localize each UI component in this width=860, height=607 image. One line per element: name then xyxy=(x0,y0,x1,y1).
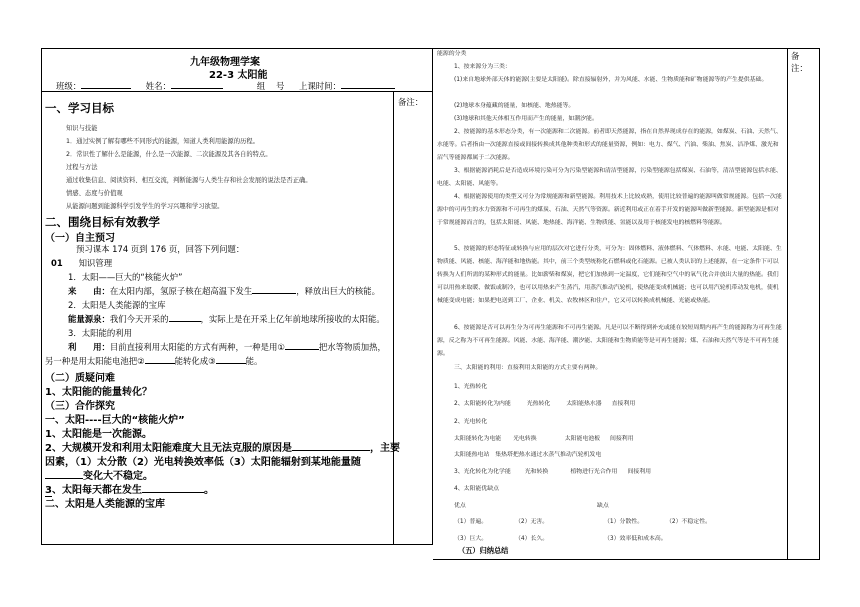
solar-use-3: 2、光电转化 xyxy=(454,419,488,425)
knowledge-mgmt: 01 知识管理 xyxy=(51,258,113,268)
summary-heading: （五）归纳总结 xyxy=(458,546,509,555)
item-1-line: 来 由：在太阳内部，氢原子核在超高温下发生 ，释放出巨大的核能。 xyxy=(68,286,380,296)
coop-point-2a: 2、大规模开发和利用太阳能难度大且无法克服的原因是 ，主要 xyxy=(45,443,400,454)
class-4: 4、根据能源使用的类型又可分为常规能源和新型能源。利用技术上比较成熟，使用比较普遍的能源叫做常规能源。包括一次能源中的可再生的水力资源和不可再生的煤炭、石油、天然气等资源。新近利用或正在着手开发的能源叫做新型能源。新型能源是相对于常规能源而言的，包括太阳能、风能、地热能、海洋能、生物质能、氢能以及用于核能发电的核燃料等能源。 xyxy=(437,194,782,227)
cons-label: 缺点 xyxy=(597,503,609,509)
knowledge-item-1: 1．通过实例了解有哪些不同形式的能源，知道人类利用能源的历程。 xyxy=(66,138,259,145)
pros-label: 优点 xyxy=(454,503,466,509)
con-2: （2）不稳定性。 xyxy=(666,519,711,525)
class-1-item-1: (1)来自地球外部天体的能源(主要是太阳能)。除直接辐射外，并为风能、水能、生物质能和矿物能源等的产生提供基础。 xyxy=(454,77,768,83)
doubt-heading: （二）质疑问难 xyxy=(45,373,115,384)
knowledge-title: 知识与技能 xyxy=(66,125,98,132)
coop-point-1: 1、太阳能是一次能源。 xyxy=(45,429,152,440)
coop-sub-heading: 一、太阳----巨大的“核能火炉” xyxy=(45,415,185,426)
item-3-title: 3．太阳能的利用 xyxy=(68,328,132,338)
left-notes-label: 备注： xyxy=(398,97,424,107)
fusion-blank[interactable] xyxy=(252,293,296,294)
item-3-line-a: 利 用：目前直接利用太阳能的方式有两种，一种是用① 把水等物质加热， xyxy=(68,342,386,352)
item-2-line: 能量源泉：我们今天开采的 ，实际上是在开采上亿年前地球所接收的太阳能。 xyxy=(68,314,385,324)
class-6: 6、按能源是否可以再生分为可再生能源和不可再生能源。凡是可以不断得到补充或能在较短周期内再产生的能源称为可再生能源，反之称为不可再生能源。风能、水能、海洋能、潮汐能、太阳能和生物质能等是可再生能源；煤、石油和天然气等是不可再生能源。 xyxy=(437,325,782,358)
emotion-title: 情感、态度与价值观 xyxy=(66,190,123,197)
coop-point-3: 3、太阳每天都在发生 。 xyxy=(45,485,214,496)
solar-use-3b: 太阳能热电站 集热塔把热水通过水蒸气推动汽轮机发电 xyxy=(454,452,602,458)
collector-blank[interactable] xyxy=(285,349,319,350)
lesson-subtitle: 22-3 太阳能 xyxy=(209,70,268,81)
group-blank[interactable] xyxy=(236,81,257,92)
section-teaching: 二、围绕目标有效教学 xyxy=(45,215,160,229)
number-blank[interactable] xyxy=(265,81,276,92)
class-1-item-2: (2)地球本身蕴藏的能量，如核能、地热能等。 xyxy=(454,103,575,109)
knowledge-item-2: 2．常识性了解什么是能源，什么是一次能源、二次能源及其各自的特点。 xyxy=(66,151,272,158)
pro-4: （4）长久。 xyxy=(515,536,549,542)
solar-use-4: 3、光化转化为化学能 光和转换 植物进行光合作用 间接利用 xyxy=(454,469,652,475)
right-notes-label: 备注： xyxy=(791,51,808,73)
class-blank[interactable] xyxy=(81,88,131,89)
student-info-line: 班级： 姓名： 组 号 上课时间： xyxy=(56,80,395,92)
daily-blank[interactable] xyxy=(142,492,204,493)
variation-blank[interactable] xyxy=(45,478,83,479)
section-learning-goals: 一、学习目标 xyxy=(45,101,114,115)
item-2-title: 2．太阳是人类能源的宝库 xyxy=(68,300,166,310)
preview-instruction: 预习课本 174 页到 176 页，回答下列问题： xyxy=(76,244,245,254)
coop-point-4: 二、太阳是人类能源的宝库 xyxy=(45,499,165,510)
solar-use-3a: 太阳能转化为电能 光电转换 太阳能电池板 间接利用 xyxy=(454,436,634,442)
item-1-title: 1．太阳——巨大的“核能火炉” xyxy=(68,272,183,282)
class-3: 3、根据能源消耗后是否造成环境污染可分为污染型能源和清洁型能源，污染型能源包括煤炭、石油等，清洁型能源包括水能、电能、太阳能、风能等。 xyxy=(437,168,782,188)
process-item: 通过收集信息、阅读资料、相互交流，判断能源与人类生存和社会发展的说法是否正确。 xyxy=(66,177,312,184)
class-2: 2、按能源的基本形态分类，有一次能源和二次能源。前者即天然能源，指在自然界现成存在的能源，如煤炭、石油、天然气、水能等。后者指由一次能源直接或间接转换成其他种类和形式的能量资源，例如：电力、煤气、汽油、柴油、焦炭、洁净煤、激光和沼气等能源都属于二次能源。 xyxy=(437,129,782,162)
question-1: 1、太阳能的能量转化？ xyxy=(45,387,152,398)
item-3-line-b: 另一种是用太阳能电池把② 能转化成③ 能。 xyxy=(45,356,263,366)
solar-use-1: 1、光热转化 xyxy=(454,384,488,390)
emotion-item: 从能源问题到能源科学引发学生的学习兴趣和学习欲望。 xyxy=(66,203,224,210)
pro-2: （2）无害。 xyxy=(515,519,549,525)
solar-use-2: 2、太阳能转化为内能 光热转化 太阳能热水器 直接利用 xyxy=(454,401,636,407)
class-5: 5、按能源的形态特征或转换与应用的层次对它进行分类，可分为：固体燃料、液体燃料、气体燃料、水能、电能、太阳能、生物质能、风能、核能、海洋能和地热能。其中，前三个类型统称化石燃料或化石能源。已被人类认识的上述能源，在一定条件下可以转换为人们所需的某种形式的能量。比如薪柴和煤炭，把它们加热到一定温度，它们能和空气中的氧气化合并放出大量的热能。我们可以用热来取暖、做饭或制冷，也可以用热来产生蒸汽，用蒸汽推动汽轮机，使热能变成机械能；也可以用汽轮机带动发电机，使机械能变成电能；如果把电送到工厂、企业、机关、农牧林区和住户，它又可以转换成机械能、光能或热能。 xyxy=(437,246,782,305)
page-title: 九年级物理学案 xyxy=(190,57,260,68)
pro-1: （1）普遍。 xyxy=(454,519,488,525)
solar-pros-cons: 4、太阳能优缺点 xyxy=(454,486,499,492)
solar-use-heading: 三、太阳能的利用：直接利用太阳能的方式主要有两种。 xyxy=(454,365,602,371)
self-study-heading: （一）自主预习 xyxy=(45,233,115,244)
coop-heading: （三）合作探究 xyxy=(45,401,115,412)
right-notes-column xyxy=(787,48,820,560)
class-1-item-3: (3)地球和其他天体相互作用而产生的能量，如潮汐能。 xyxy=(454,116,598,122)
con-3: （3）效率低和成本高。 xyxy=(604,536,667,542)
classification-heading: 能源的分类 xyxy=(437,51,467,57)
energy-blank-3[interactable] xyxy=(216,363,246,364)
pro-3: （3）巨大。 xyxy=(454,536,488,542)
con-1: （1）分散性。 xyxy=(604,519,644,525)
process-title: 过程与方法 xyxy=(66,164,98,171)
coop-point-2c: 变化大不稳定。 xyxy=(45,467,153,482)
left-notes-column xyxy=(393,91,433,545)
reason-blank[interactable] xyxy=(292,450,370,451)
energy-blank-2[interactable] xyxy=(145,363,175,364)
name-blank[interactable] xyxy=(171,88,223,89)
coop-point-2b: 因素，（1）太分散（2）光电转换效率低（3）太阳能辐射到某地能量随 xyxy=(45,457,361,468)
class-1: 1、按来源分为三类： xyxy=(454,64,511,70)
fuel-blank[interactable] xyxy=(169,321,201,322)
time-blank[interactable] xyxy=(341,88,395,89)
